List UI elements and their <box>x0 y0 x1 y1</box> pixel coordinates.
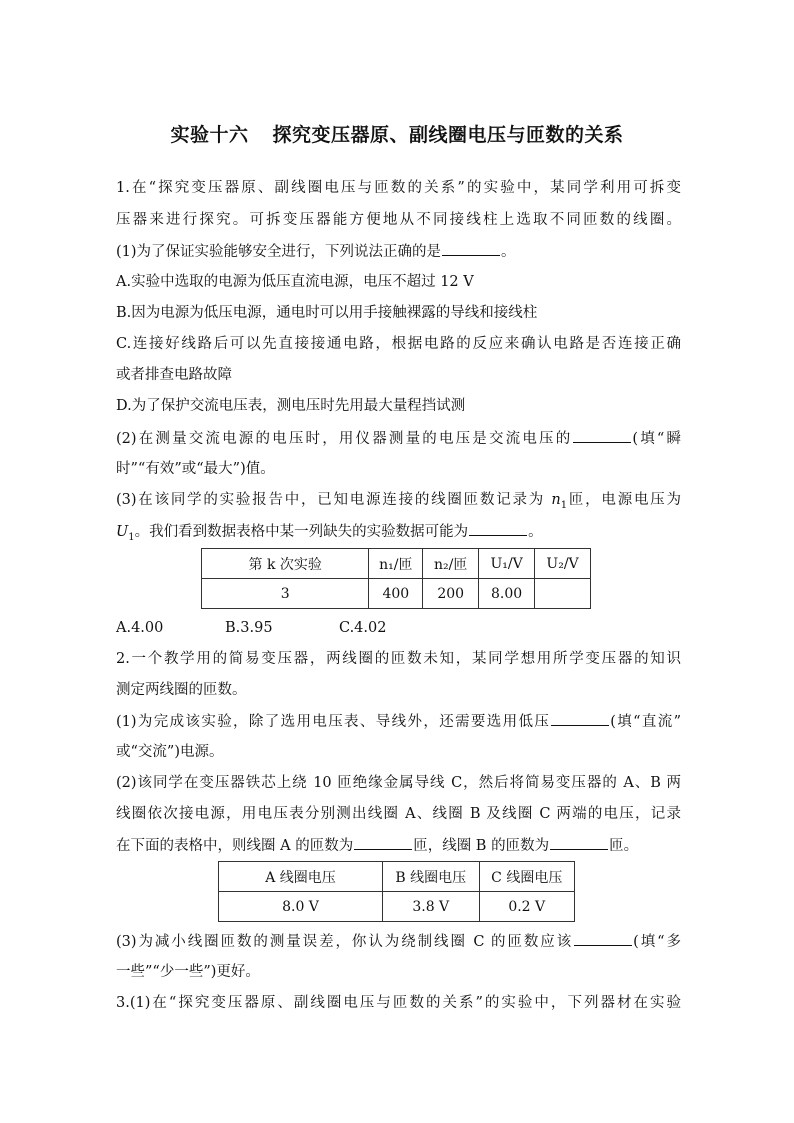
q1-part2-line1: (2)在测量交流电源的电压时，用仪器测量的电压是交流电压的 (填“瞬 <box>116 428 681 449</box>
q2-part2-line3: 在下面的表格中，则线圈 A 的匝数为 匝，线圈 B 的匝数为 匝。 <box>116 835 681 856</box>
title-part2: 探究变压器原、副线圈电压与匝数的关系 <box>272 124 624 146</box>
table-cell: 200 <box>423 579 479 609</box>
q1-part2-line2: 时”“有效”或“最大”)值。 <box>116 461 275 477</box>
q2-part1-line2: 或“交流”)电源。 <box>116 744 224 760</box>
table-header: B 线圈电压 <box>383 862 479 892</box>
table-cell: 8.0 V <box>219 892 383 922</box>
q3-line1: 3.(1)在“探究变压器原、副线圈电压与匝数的关系”的实验中，下列器材在实验 <box>116 995 681 1011</box>
table-row <box>202 579 591 609</box>
q1-part3-line2: $U_1$。我们看到数据表格中某一列缺失的实验数据可能为 。 <box>116 521 681 548</box>
answer-blank <box>354 835 412 850</box>
q1-part3-line1: (3)在该同学的实验报告中，已知电源连接的线圈匝数记录为 $n_1$匝，电源电压为 <box>116 492 682 511</box>
table-header: C 线圈电压 <box>479 862 575 892</box>
q1-part1: (1)为了保证实验能够安全进行，下列说法正确的是 。 <box>116 241 681 262</box>
table-header: U₂/V <box>535 549 591 579</box>
table-cell: 3 <box>202 579 369 609</box>
answer-blank <box>551 711 609 726</box>
table-header: 第 k 次实验 <box>202 549 369 579</box>
q1-option-a: A.实验中选取的电源为低压直流电源，电压不超过 12 V <box>116 274 474 290</box>
page-title <box>0 120 794 147</box>
answer-blank <box>442 241 500 256</box>
q1-option-b: B.因为电源为低压电源，通电时可以用手接触裸露的导线和接线柱 <box>116 305 538 321</box>
table-row <box>202 549 591 579</box>
q2-part3-line2: 一些”“少一些”)更好。 <box>116 964 260 980</box>
choice-c: C.4.02 <box>339 620 387 636</box>
q2-part1-line1: (1)为完成该实验，除了选用电压表、导线外，还需要选用低压 (填“直流” <box>116 711 681 732</box>
table-row <box>219 892 575 922</box>
answer-blank <box>469 521 527 536</box>
q1-option-d: D.为了保护交流电压表，测电压时先用最大量程挡试测 <box>116 398 466 414</box>
table-cell: 3.8 V <box>383 892 479 922</box>
table-header: n₂/匝 <box>423 549 479 579</box>
table-header: U₁/V <box>479 549 535 579</box>
answer-blank <box>550 835 608 850</box>
table-header: n₁/匝 <box>369 549 423 579</box>
table-row <box>219 862 575 892</box>
q2-part2-line2: 线圈依次接电源，用电压表分别测出线圈 A、线圈 B 及线圈 C 两端的电压，记录 <box>116 806 681 822</box>
choice-a: A.4.00 <box>116 620 164 636</box>
q2-line2: 测定两线圈的匝数。 <box>116 682 247 698</box>
q2-part2-line1: (2)该同学在变压器铁芯上绕 10 匝绝缘金属导线 C，然后将简易变压器的 A、B 两 <box>116 775 681 791</box>
q1-data-table <box>201 548 591 609</box>
table-cell <box>535 579 591 609</box>
choice-b: B.3.95 <box>225 620 273 636</box>
table-cell: 400 <box>369 579 423 609</box>
q1-line2: 压器来进行探究。可拆变压器能方便地从不同接线柱上选取不同匝数的线圈。 <box>116 212 681 228</box>
q1-line1: 1.在“探究变压器原、副线圈电压与匝数的关系”的实验中，某同学利用可拆变 <box>116 180 681 196</box>
table-cell: 8.00 <box>479 579 535 609</box>
answer-blank <box>574 931 632 946</box>
q1-option-c-line2: 或者排查电路故障 <box>116 367 232 383</box>
table-header: A 线圈电压 <box>219 862 383 892</box>
table-cell: 0.2 V <box>479 892 575 922</box>
q1-option-c-line1: C.连接好线路后可以先直接接通电路，根据电路的反应来确认电路是否连接正确 <box>116 336 681 352</box>
q2-part3-line1: (3)为减小线圈匝数的测量误差，你认为绕制线圈 C 的匝数应该 (填“多 <box>116 931 681 952</box>
title-part1: 实验十六 <box>170 124 249 146</box>
answer-blank <box>573 428 631 443</box>
q2-data-table <box>218 861 575 922</box>
q2-line1: 2.一个教学用的简易变压器，两线圈的匝数未知，某同学想用所学变压器的知识 <box>116 651 681 667</box>
